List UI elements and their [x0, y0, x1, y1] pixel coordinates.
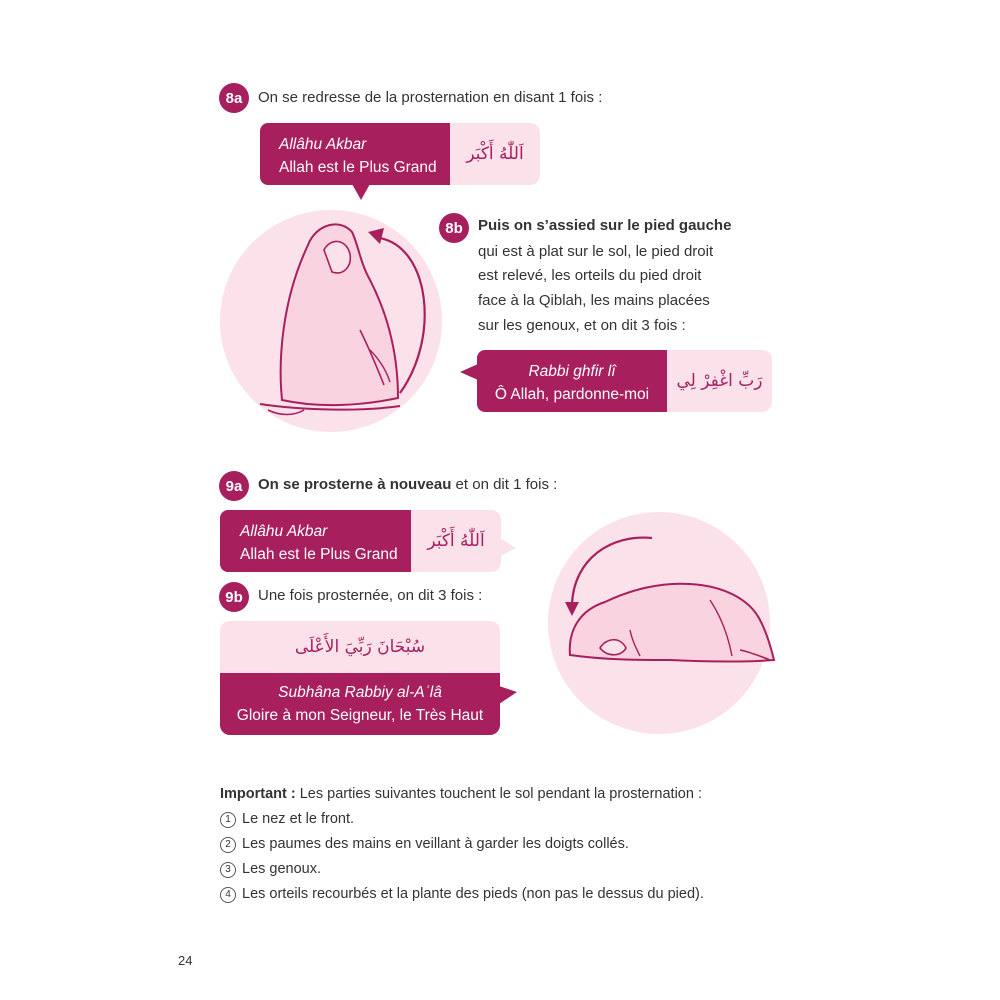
list-item-text: Les genoux.: [242, 861, 322, 877]
step-9a-rest: et on dit 1 fois :: [451, 476, 558, 493]
list-item-text: Le nez et le front.: [242, 811, 355, 827]
bubble-9a-tail: [500, 538, 520, 556]
step-8b-line-4: sur les genoux, et on dit 3 fois :: [478, 317, 686, 334]
translation-8a: Allah est le Plus Grand: [279, 159, 437, 176]
translation-8b: Ô Allah, pardonne-moi: [494, 386, 650, 403]
list-item-text: Les paumes des mains en veillant à garder les doigts collés.: [242, 836, 629, 852]
important-label: Important :: [220, 786, 296, 802]
step-8b-title: [478, 214, 731, 239]
list-number: 4: [220, 887, 236, 903]
step-9a-bold: On se prosterne à nouveau: [258, 476, 452, 493]
bubble-9a-translation: [220, 510, 411, 572]
bubble-8b-translation: [477, 350, 667, 412]
bubble-9b-translation: [220, 673, 500, 735]
important-heading: [220, 782, 702, 807]
step-badge-8a: 8a: [219, 83, 249, 113]
list-item: [220, 882, 704, 907]
translit-8a: Allâhu Akbar: [279, 136, 367, 153]
page-number: 24: [178, 953, 193, 968]
bubble-8a-arabic: اَللّٰهُ أَكْبَر: [450, 123, 540, 185]
list-item-text: Les orteils recourbés et la plante des pieds (non pas le dessus du pied).: [242, 886, 704, 902]
bubble-8a-translation: [260, 123, 450, 185]
step-badge-8b: 8b: [439, 213, 469, 243]
list-item: [220, 857, 321, 882]
translation-9b: Gloire à mon Seigneur, le Très Haut: [236, 707, 484, 724]
step-badge-9b: 9b: [219, 582, 249, 612]
translit-8b: Rabbi ghfir lî: [528, 363, 616, 380]
step-badge-9a: 9a: [219, 471, 249, 501]
rise-arrow-icon: [350, 228, 470, 408]
bubble-9a-arabic: اَللّٰهُ أَكْبَر: [411, 510, 501, 572]
bubble-9b-arabic: سُبْحَانَ رَبِّيَ الأَعْلَى: [220, 621, 500, 673]
step-9b-text: Une fois prosternée, on dit 3 fois :: [258, 587, 483, 604]
lower-arrow-icon: [562, 528, 672, 628]
important-text: Les parties suivantes touchent le sol pendant la prosternation :: [295, 786, 702, 802]
step-8b-line-2: est relevé, les orteils du pied droit: [478, 267, 702, 284]
list-number: 2: [220, 837, 236, 853]
list-number: 3: [220, 862, 236, 878]
step-8b-line-1: qui est à plat sur le sol, le pied droit: [478, 243, 714, 260]
step-8b-bold: Puis on s’assied sur le pied gauche: [478, 217, 732, 234]
list-number: 1: [220, 812, 236, 828]
step-8b-line-3: face à la Qiblah, les mains placées: [478, 292, 710, 309]
bubble-8b-arabic: رَبِّ اغْفِرْ لِي: [667, 350, 772, 412]
step-9a-text: [258, 473, 557, 498]
translit-9b: Subhâna Rabbiy al-Aʿlâ: [278, 684, 442, 701]
list-item: [220, 807, 354, 832]
translation-9a: Allah est le Plus Grand: [240, 546, 398, 563]
translit-9a: Allâhu Akbar: [240, 523, 328, 540]
list-item: [220, 832, 629, 857]
step-8a-text: On se redresse de la prosternation en disant 1 fois :: [258, 89, 603, 106]
bubble-8a-tail: [352, 184, 372, 202]
bubble-9b-tail: [499, 686, 519, 704]
